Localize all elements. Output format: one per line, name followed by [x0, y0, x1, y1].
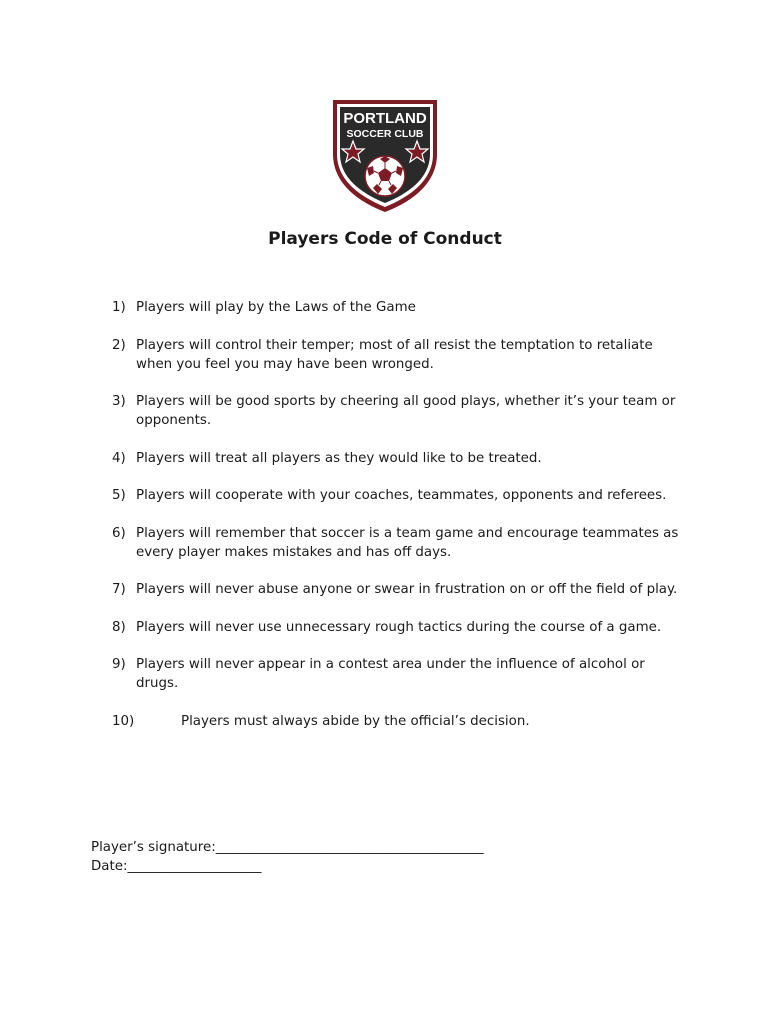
page-title: Players Code of Conduct [268, 229, 502, 249]
list-item [0, 486, 770, 505]
rule-text: Players will be good sports by cheering all good plays, whether it’s your team or opponents. [136, 394, 676, 428]
list-item [0, 449, 770, 468]
rule-text: Players will remember that soccer is a team game and encourage teammates as every player makes mistakes and has off days. [136, 525, 679, 560]
logo-text-portland: PORTLAND [343, 110, 427, 127]
rule-text: Players will never appear in a contest area under the influence of alcohol or drugs. [136, 657, 645, 691]
list-item [0, 336, 770, 374]
rule-number: 8) [112, 619, 126, 635]
rule-number: 6) [112, 525, 126, 541]
rule-text: Players will treat all players as they would like to be treated. [136, 450, 542, 466]
rule-text: Players will never use unnecessary rough tactics during the course of a game. [136, 619, 662, 635]
rule-text: Players will never abuse anyone or swear in frustration on or off the field of play. [136, 582, 678, 597]
rule-number: 4) [112, 450, 126, 466]
list-item [0, 618, 770, 637]
list-item [0, 298, 770, 317]
logo-text-soccer-club: SOCCER CLUB [346, 128, 424, 140]
player-signature-field[interactable]: Player’s signature:________________________________________ [91, 840, 484, 855]
rule-number: 3) [112, 394, 126, 409]
rule-text: Players will control their temper; most of all resist the temptation to retaliate when you feel you may have been wronged. [136, 337, 653, 372]
list-item [0, 655, 770, 693]
club-logo [329, 96, 441, 214]
rules-list [0, 298, 770, 749]
list-item [0, 712, 770, 731]
rule-text: Players will cooperate with your coaches, teammates, opponents and referees. [136, 488, 667, 503]
list-item [0, 392, 770, 430]
rule-number: 10) [112, 713, 135, 729]
rule-number: 9) [112, 657, 126, 672]
list-item [0, 580, 770, 599]
rule-text: Players must always abide by the official’s decision. [181, 713, 530, 729]
rule-number: 2) [112, 337, 126, 353]
rule-text: Players will play by the Laws of the Game [136, 300, 416, 315]
signature-block [91, 838, 484, 876]
soccer-ball-icon [365, 156, 405, 196]
date-field[interactable]: Date:____________________ [91, 859, 262, 874]
rule-number: 5) [112, 488, 126, 503]
rule-number: 7) [112, 582, 126, 597]
rule-number: 1) [112, 300, 126, 315]
list-item [0, 524, 770, 562]
